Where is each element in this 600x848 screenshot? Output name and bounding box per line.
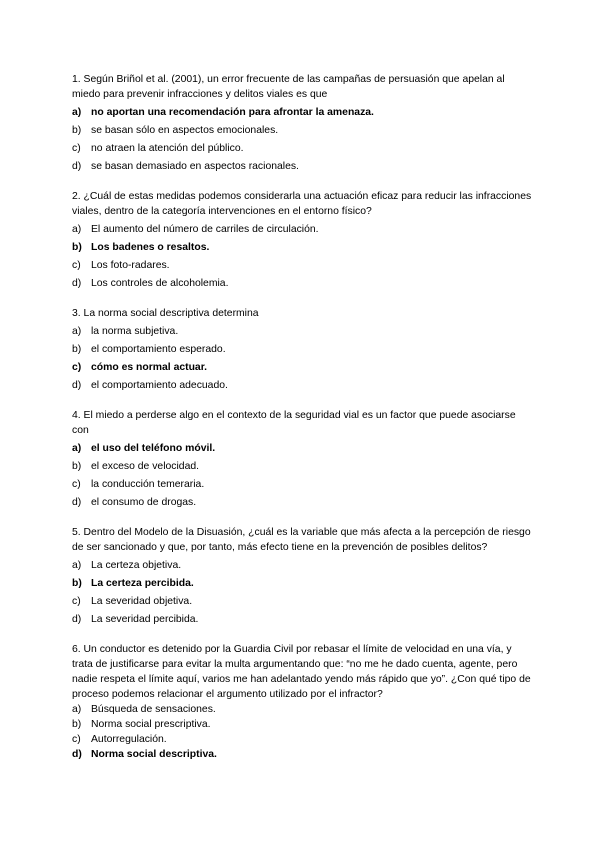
option-text: el comportamiento esperado. [91, 344, 226, 355]
option-letter: b) [72, 461, 82, 472]
option-text: Norma social descriptiva. [91, 749, 217, 760]
option-text: Los foto-radares. [91, 260, 170, 271]
option-text: Búsqueda de sensaciones. [91, 704, 216, 715]
option-text: no atraen la atención del público. [91, 143, 244, 154]
option-letter: c) [72, 143, 81, 154]
question-6 [72, 642, 532, 762]
option-b [72, 576, 532, 591]
option-text: Norma social prescriptiva. [91, 719, 211, 730]
option-text: cómo es normal actuar. [91, 362, 208, 373]
option-c [72, 141, 532, 156]
options-list [72, 558, 532, 627]
question-1 [72, 72, 532, 174]
option-letter: d) [72, 161, 82, 172]
option-letter: a) [72, 704, 82, 715]
option-c [72, 258, 532, 273]
option-letter: a) [72, 107, 82, 118]
option-b [72, 240, 532, 255]
question-text: 6. Un conductor es detenido por la Guardia Civil por rebasar el límite de velocidad en una vía, y trata de justificarse para evitar la multa argumentando que: “no me he dado cuenta, agente, pero nadie respeta el límite aquí, varios me han adelantado yendo más rápido que yo”. ¿Con qué tipo de proceso podemos relacionar el argumento utilizado por el infractor? [72, 644, 531, 700]
option-text: el comportamiento adecuado. [91, 380, 228, 391]
option-a [72, 558, 532, 573]
option-text: el exceso de velocidad. [91, 461, 200, 472]
options-list [72, 324, 532, 393]
option-letter: d) [72, 614, 82, 625]
option-letter: b) [72, 242, 82, 253]
question-text: 4. El miedo a perderse algo en el contexto de la seguridad vial es un factor que puede asociarse con [72, 410, 516, 436]
option-d [72, 378, 532, 393]
option-text: La severidad percibida. [91, 614, 199, 625]
option-a [72, 105, 532, 120]
option-text: la norma subjetiva. [91, 326, 179, 337]
option-letter: c) [72, 479, 81, 490]
option-d [72, 495, 532, 510]
question-4 [72, 408, 532, 510]
question-3 [72, 306, 532, 393]
options-list [72, 441, 532, 510]
option-letter: c) [72, 260, 81, 271]
option-text: La severidad objetiva. [91, 596, 193, 607]
option-b [72, 123, 532, 138]
question-text: 5. Dentro del Modelo de la Disuasión, ¿cuál es la variable que más afecta a la percepción de riesgo de ser sancionado y que, por tanto, más efecto tiene en la prevención de posibles delitos? [72, 527, 531, 553]
question-text: 3. La norma social descriptiva determina [72, 308, 259, 319]
option-letter: d) [72, 278, 82, 289]
option-letter: a) [72, 443, 82, 454]
option-text: se basan sólo en aspectos emocionales. [91, 125, 279, 136]
options-list [72, 222, 532, 291]
option-c [72, 594, 532, 609]
option-c [72, 732, 532, 747]
question-2 [72, 189, 532, 291]
option-letter: b) [72, 719, 82, 730]
option-letter: a) [72, 326, 82, 337]
options-list [72, 702, 532, 762]
option-a [72, 222, 532, 237]
option-d [72, 159, 532, 174]
option-letter: d) [72, 749, 82, 760]
option-d [72, 747, 532, 762]
option-text: Los badenes o resaltos. [91, 242, 210, 253]
option-b [72, 459, 532, 474]
question-text: 1. Según Briñol et al. (2001), un error frecuente de las campañas de persuasión que apelan al miedo para prevenir infracciones y delitos viales es que [72, 74, 505, 100]
option-d [72, 276, 532, 291]
option-letter: c) [72, 362, 82, 373]
exam-page [72, 72, 532, 762]
option-text: El aumento del número de carriles de circulación. [91, 224, 319, 235]
option-letter: b) [72, 344, 82, 355]
option-letter: b) [72, 578, 82, 589]
option-text: el uso del teléfono móvil. [91, 443, 216, 454]
option-b [72, 342, 532, 357]
option-letter: c) [72, 596, 81, 607]
option-letter: a) [72, 224, 82, 235]
question-text: 2. ¿Cuál de estas medidas podemos considerarla una actuación eficaz para reducir las infracciones viales, dentro de la categoría intervenciones en el entorno físico? [72, 191, 532, 217]
option-text: el consumo de drogas. [91, 497, 197, 508]
option-text: La certeza percibida. [91, 578, 194, 589]
option-letter: a) [72, 560, 82, 571]
option-a [72, 441, 532, 456]
option-text: la conducción temeraria. [91, 479, 205, 490]
option-d [72, 612, 532, 627]
option-letter: d) [72, 380, 82, 391]
option-letter: d) [72, 497, 82, 508]
option-text: Los controles de alcoholemia. [91, 278, 229, 289]
option-letter: c) [72, 734, 81, 745]
option-a [72, 324, 532, 339]
option-c [72, 360, 532, 375]
option-c [72, 477, 532, 492]
option-text: se basan demasiado en aspectos racionales. [91, 161, 299, 172]
option-text: Autorregulación. [91, 734, 167, 745]
option-a [72, 702, 532, 717]
question-5 [72, 525, 532, 627]
option-text: no aportan una recomendación para afrontar la amenaza. [91, 107, 374, 118]
option-text: La certeza objetiva. [91, 560, 182, 571]
option-b [72, 717, 532, 732]
options-list [72, 105, 532, 174]
option-letter: b) [72, 125, 82, 136]
